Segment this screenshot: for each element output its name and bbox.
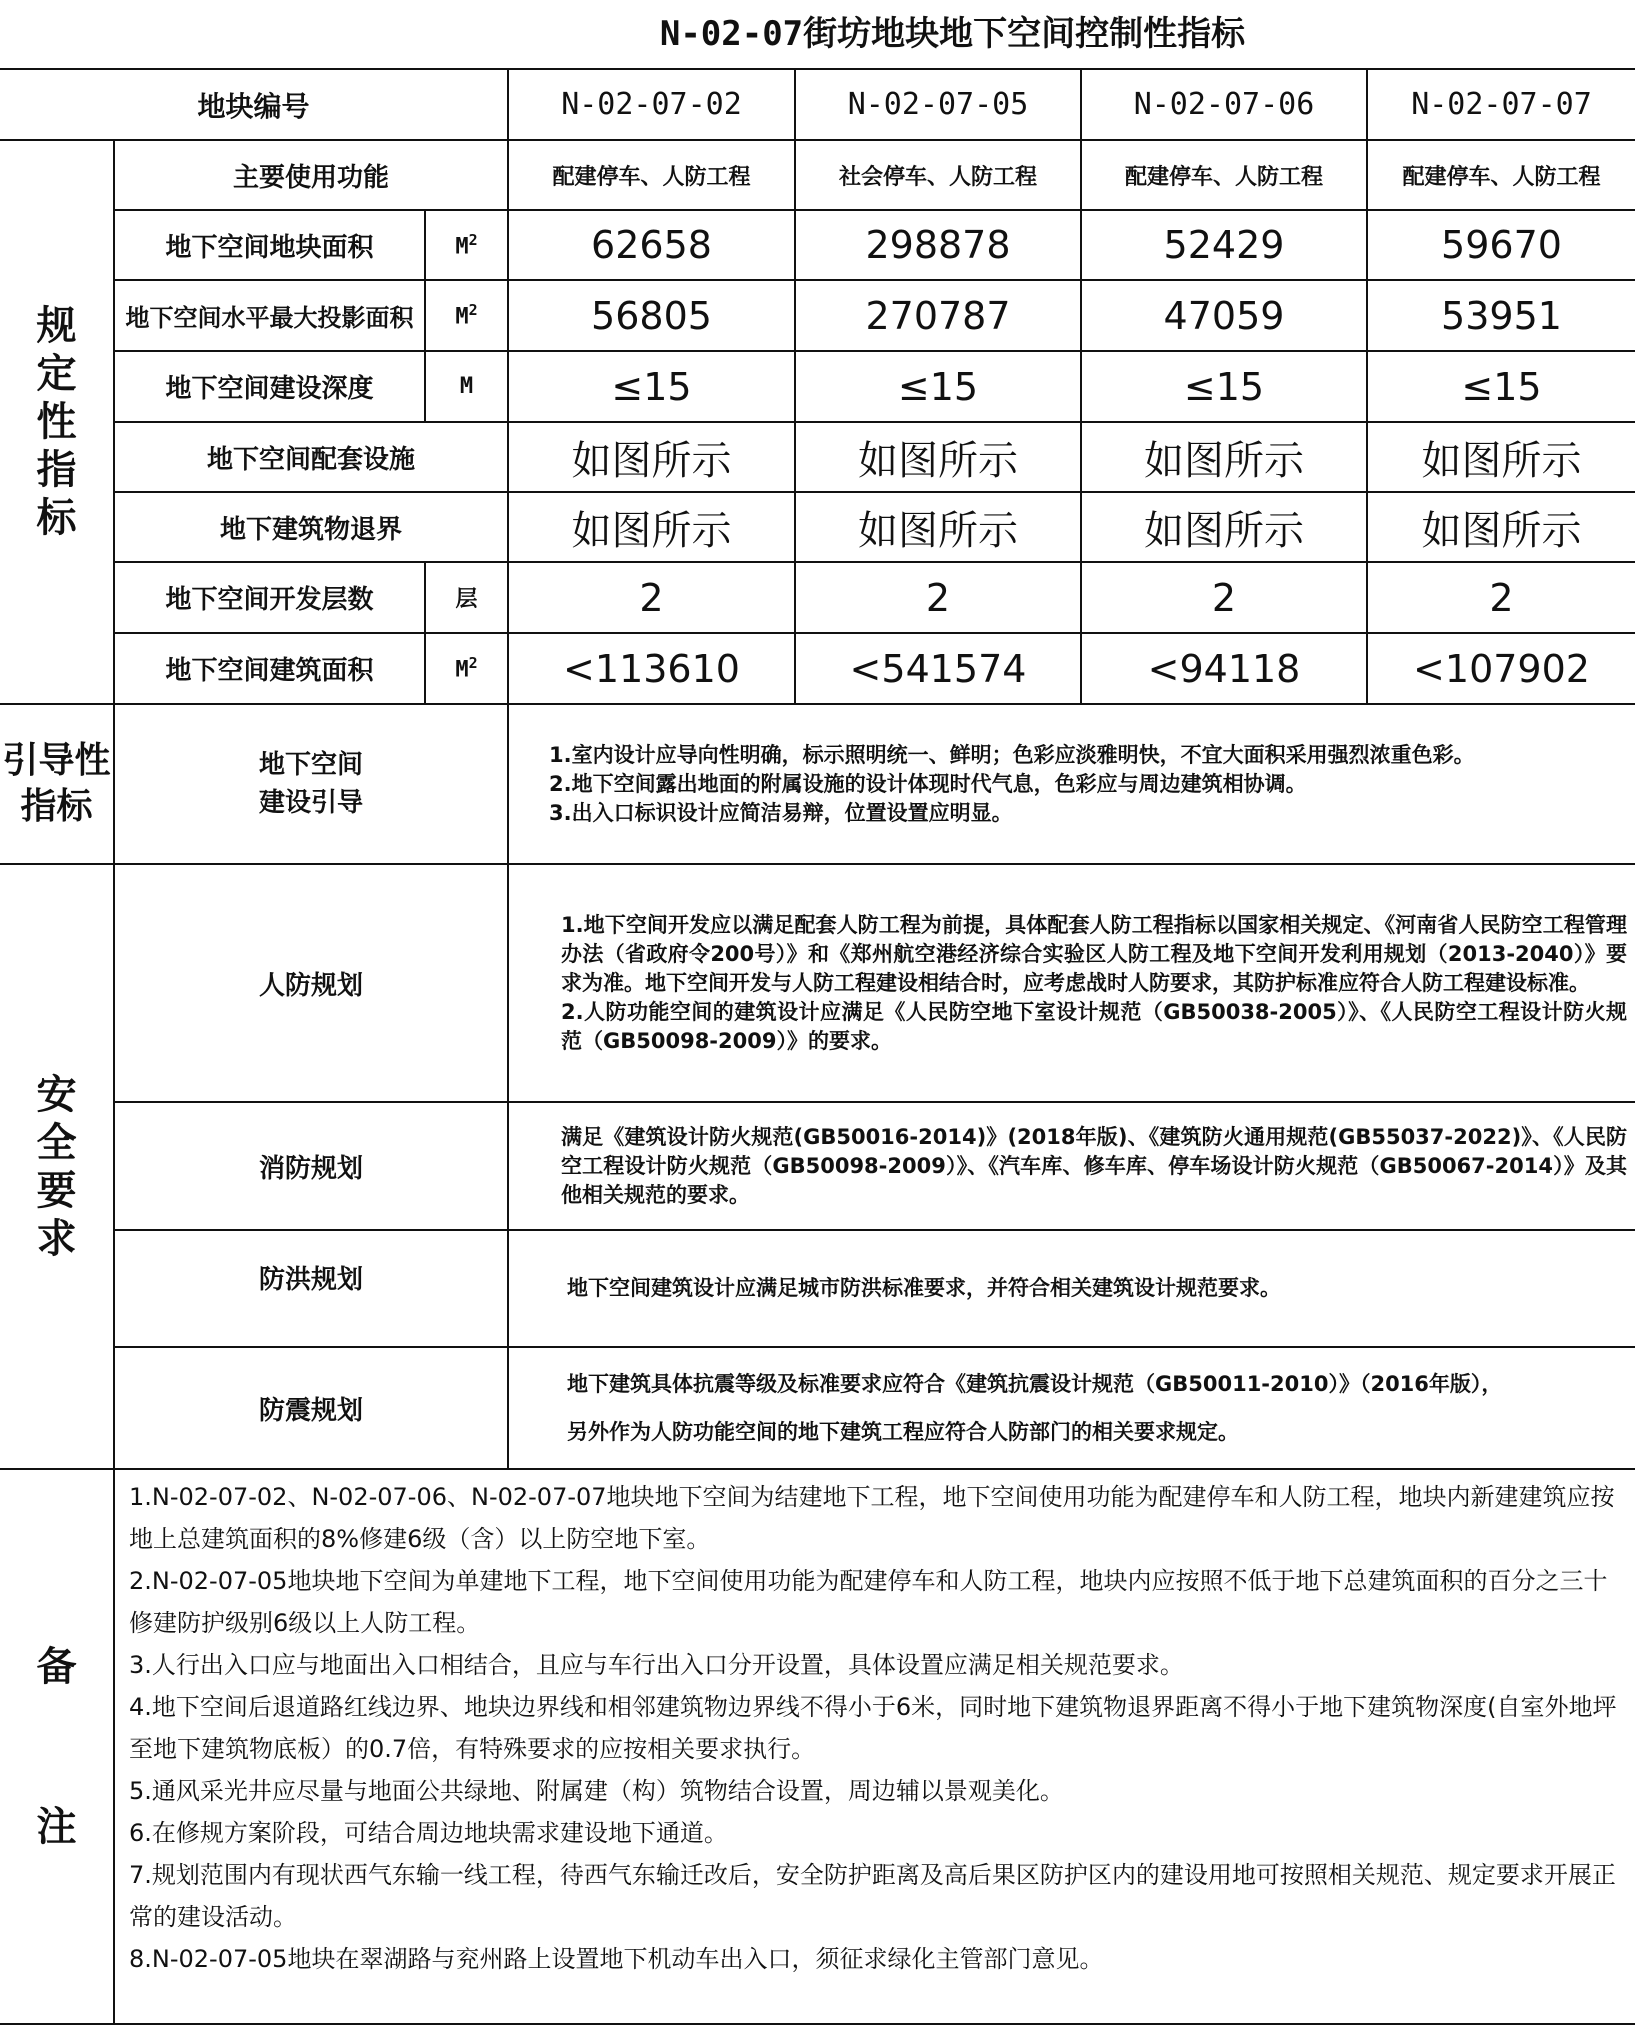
guidance-item: 2.地下空间露出地面的附属设施的设计体现时代气息，色彩应与周边建筑相协调。 — [549, 771, 1307, 796]
table-row — [0, 562, 1635, 633]
unit-label: $M^2$ — [425, 280, 508, 351]
unit-label: $M^2$ — [425, 210, 508, 280]
cell-value: 2 — [508, 562, 795, 633]
safety-label: 人防规划 — [114, 864, 508, 1102]
unit-label: 层 — [425, 562, 508, 633]
category-notes: 备注 — [0, 1469, 114, 2024]
category-regulatory: 规定性指标 — [0, 140, 114, 704]
cell-value: ≤15 — [508, 351, 795, 422]
cell-value: <113610 — [508, 633, 795, 704]
notes-row — [0, 1469, 1635, 2024]
cell-value: 2 — [795, 562, 1081, 633]
row-label: 地下空间开发层数 — [114, 562, 425, 633]
cell-value: 配建停车、人防工程 — [1081, 140, 1367, 210]
safety-label: 消防规划 — [114, 1102, 508, 1230]
cell-value: <541574 — [795, 633, 1081, 704]
note-item: 3.人行出入口应与地面出入口相结合，且应与车行出入口分开设置，具体设置应满足相关规范要求。 — [129, 1651, 1184, 1679]
cell-value: 47059 — [1081, 280, 1367, 351]
cell-value: 如图所示 — [795, 492, 1081, 562]
cell-value: 如图所示 — [795, 422, 1081, 492]
cell-value: 2 — [1081, 562, 1367, 633]
cell-value: 如图所示 — [1081, 422, 1367, 492]
table-row — [0, 140, 1635, 210]
civil-defense-item: 1.地下空间开发应以满足配套人防工程为前提，具体配套人防工程指标以国家相关规定、《河南省人民防空工程管理办法（省政府令200号）》和《郑州航空港经济综合实验区人防工程及地下空间开发利用规划（2013-2040）》要求为准。地下空间开发与人防工程建设相结合时，应考虑战时人防要求，其防护标准应符合人防工程建设标准。 — [561, 912, 1627, 995]
guidance-item: 3.出入口标识设计应简洁易辩，位置设置应明显。 — [549, 800, 1013, 825]
guidance-text — [508, 704, 1635, 864]
table-row — [0, 422, 1635, 492]
row-label: 地下空间建筑面积 — [114, 633, 425, 704]
cell-value: ≤15 — [1081, 351, 1367, 422]
cell-value: 62658 — [508, 210, 795, 280]
row-label: 主要使用功能 — [114, 140, 508, 210]
note-item: 7.规划范围内有现状西气东输一线工程，待西气东输迁改后，安全防护距离及高后果区防护区内的建设用地可按照相关规范、规定要求开展正常的建设活动。 — [129, 1861, 1616, 1931]
safety-row — [0, 1347, 1635, 1469]
cell-value: 配建停车、人防工程 — [508, 140, 795, 210]
cell-value: ≤15 — [795, 351, 1081, 422]
unit-label: $M^2$ — [425, 633, 508, 704]
plot-code: N-02-07-02 — [508, 69, 795, 140]
cell-value: 59670 — [1367, 210, 1635, 280]
note-item: 1.N-02-07-02、N-02-07-06、N-02-07-07地块地下空间为结建地下工程，地下空间使用功能为配建停车和人防工程，地块内新建建筑应按地上总建筑面积的8%修建6级（含）以上防空地下室。 — [129, 1483, 1615, 1553]
page-title: N-02-07街坊地块地下空间控制性指标 — [659, 14, 1246, 54]
safety-label: 防震规划 — [114, 1347, 508, 1469]
note-item: 6.在修规方案阶段，可结合周边地块需求建设地下通道。 — [129, 1819, 728, 1847]
cell-value: 如图所示 — [1081, 492, 1367, 562]
table-row — [0, 280, 1635, 351]
cell-value: 如图所示 — [1367, 422, 1635, 492]
notes-text — [114, 1469, 1635, 2024]
cell-value: 2 — [1367, 562, 1635, 633]
cell-value: 社会停车、人防工程 — [795, 140, 1081, 210]
plot-code: N-02-07-06 — [1081, 69, 1367, 140]
safety-row — [0, 1102, 1635, 1230]
cell-value: 配建停车、人防工程 — [1367, 140, 1635, 210]
table-row — [0, 492, 1635, 562]
flood-text: 地下空间建筑设计应满足城市防洪标准要求，并符合相关建筑设计规范要求。 — [508, 1230, 1635, 1347]
header-row — [0, 69, 1635, 140]
guidance-row — [0, 704, 1635, 864]
indicator-table — [0, 68, 1635, 2025]
plot-code: N-02-07-05 — [795, 69, 1081, 140]
safety-row — [0, 864, 1635, 1102]
note-item: 2.N-02-07-05地块地下空间为单建地下工程，地下空间使用功能为配建停车和人防工程，地块内应按照不低于地下总建筑面积的百分之三十修建防护级别6级以上人防工程。 — [129, 1567, 1608, 1637]
cell-value: 298878 — [795, 210, 1081, 280]
note-item: 5.通风采光井应尽量与地面公共绿地、附属建（构）筑物结合设置，周边辅以景观美化。 — [129, 1777, 1064, 1805]
cell-value: 52429 — [1081, 210, 1367, 280]
cell-value: 如图所示 — [508, 492, 795, 562]
cell-value: <107902 — [1367, 633, 1635, 704]
seismic-text: 地下建筑具体抗震等级及标准要求应符合《建筑抗震设计规范（GB50011-2010）》（2016年版）， 另外作为人防功能空间的地下建筑工程应符合人防部门的相关要求规定。 — [508, 1347, 1635, 1469]
table-row — [0, 210, 1635, 280]
safety-label: 防洪规划 — [114, 1230, 508, 1347]
cell-value: 如图所示 — [508, 422, 795, 492]
header-label: 地块编号 — [0, 69, 508, 140]
note-item: 8.N-02-07-05地块在翠湖路与兖州路上设置地下机动车出入口，须征求绿化主管部门意见。 — [129, 1945, 1104, 1973]
unit-label: M — [425, 351, 508, 422]
safety-row — [0, 1230, 1635, 1347]
row-label: 地下建筑物退界 — [114, 492, 508, 562]
cell-value: <94118 — [1081, 633, 1367, 704]
cell-value: 56805 — [508, 280, 795, 351]
plot-code: N-02-07-07 — [1367, 69, 1635, 140]
row-label: 地下空间地块面积 — [114, 210, 425, 280]
civil-defense-item: 2.人防功能空间的建筑设计应满足《人民防空地下室设计规范（GB50038-2005）》、《人民防空工程设计防火规范（GB50098-2009）》的要求。 — [561, 999, 1627, 1053]
category-safety: 安全要求 — [0, 864, 114, 1469]
row-label: 地下空间建设深度 — [114, 351, 425, 422]
cell-value: 53951 — [1367, 280, 1635, 351]
guidance-item: 1.室内设计应导向性明确，标示照明统一、鲜明；色彩应淡雅明快，不宜大面积采用强烈浓重色彩。 — [549, 742, 1475, 767]
category-guidance: 引导性指标 — [0, 704, 114, 864]
cell-value: ≤15 — [1367, 351, 1635, 422]
table-row — [0, 633, 1635, 704]
cell-value: 270787 — [795, 280, 1081, 351]
fire-text: 满足《建筑设计防火规范(GB50016-2014)》(2018年版)、《建筑防火通用规范(GB55037-2022)》、《人民防空工程设计防火规范（GB50098-2009）》、《汽车库、修车库、停车场设计防火规范（GB50067-2014）》及其他相关规范的要求。 — [508, 1102, 1635, 1230]
cell-value: 如图所示 — [1367, 492, 1635, 562]
civil-defense-text — [508, 864, 1635, 1102]
row-label: 地下空间水平最大投影面积 — [114, 280, 425, 351]
note-item: 4.地下空间后退道路红线边界、地块边界线和相邻建筑物边界线不得小于6米，同时地下建筑物退界距离不得小于地下建筑物深度(自室外地坪至地下建筑物底板）的0.7倍，有特殊要求的应按相关要求执行。 — [129, 1693, 1617, 1763]
row-label: 地下空间配套设施 — [114, 422, 508, 492]
table-row — [0, 351, 1635, 422]
guidance-label: 地下空间 建设引导 — [114, 704, 508, 864]
